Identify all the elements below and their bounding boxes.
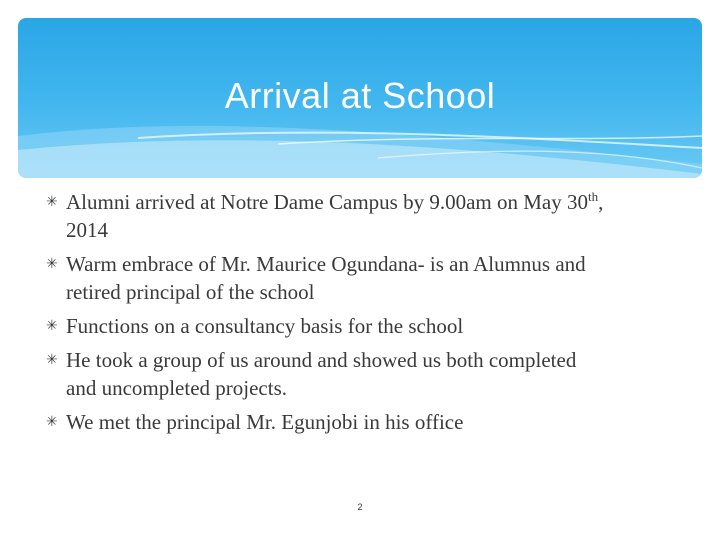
bullet-item [46,312,606,340]
bullet-item [46,250,606,306]
bullet-text: Functions on a consultancy basis for the school [66,314,464,338]
bullet-item [46,346,606,402]
asterisk-icon: ✳ [46,318,58,334]
asterisk-icon: ✳ [46,352,58,368]
asterisk-icon: ✳ [46,194,58,210]
bullet-item [46,188,606,244]
bullet-text: Alumni arrived at Notre Dame Campus by 9.00am on May 30 [66,190,588,214]
bullet-text: Warm embrace of Mr. Maurice Ogundana- is an Alumnus and retired principal of the school [66,252,586,304]
page-number: 2 [357,502,363,512]
slide-title: Arrival at School [224,75,496,116]
bullet-text-suffix: , 2014 [66,190,604,242]
asterisk-icon: ✳ [46,256,58,272]
bullet-item [46,408,606,436]
bullet-text: We met the principal Mr. Egunjobi in his office [66,410,464,434]
asterisk-icon: ✳ [46,414,58,430]
bullet-list [46,188,606,442]
bullet-superscript: th [587,189,599,204]
bullet-text: He took a group of us around and showed us both completed and uncompleted projects. [66,348,577,400]
